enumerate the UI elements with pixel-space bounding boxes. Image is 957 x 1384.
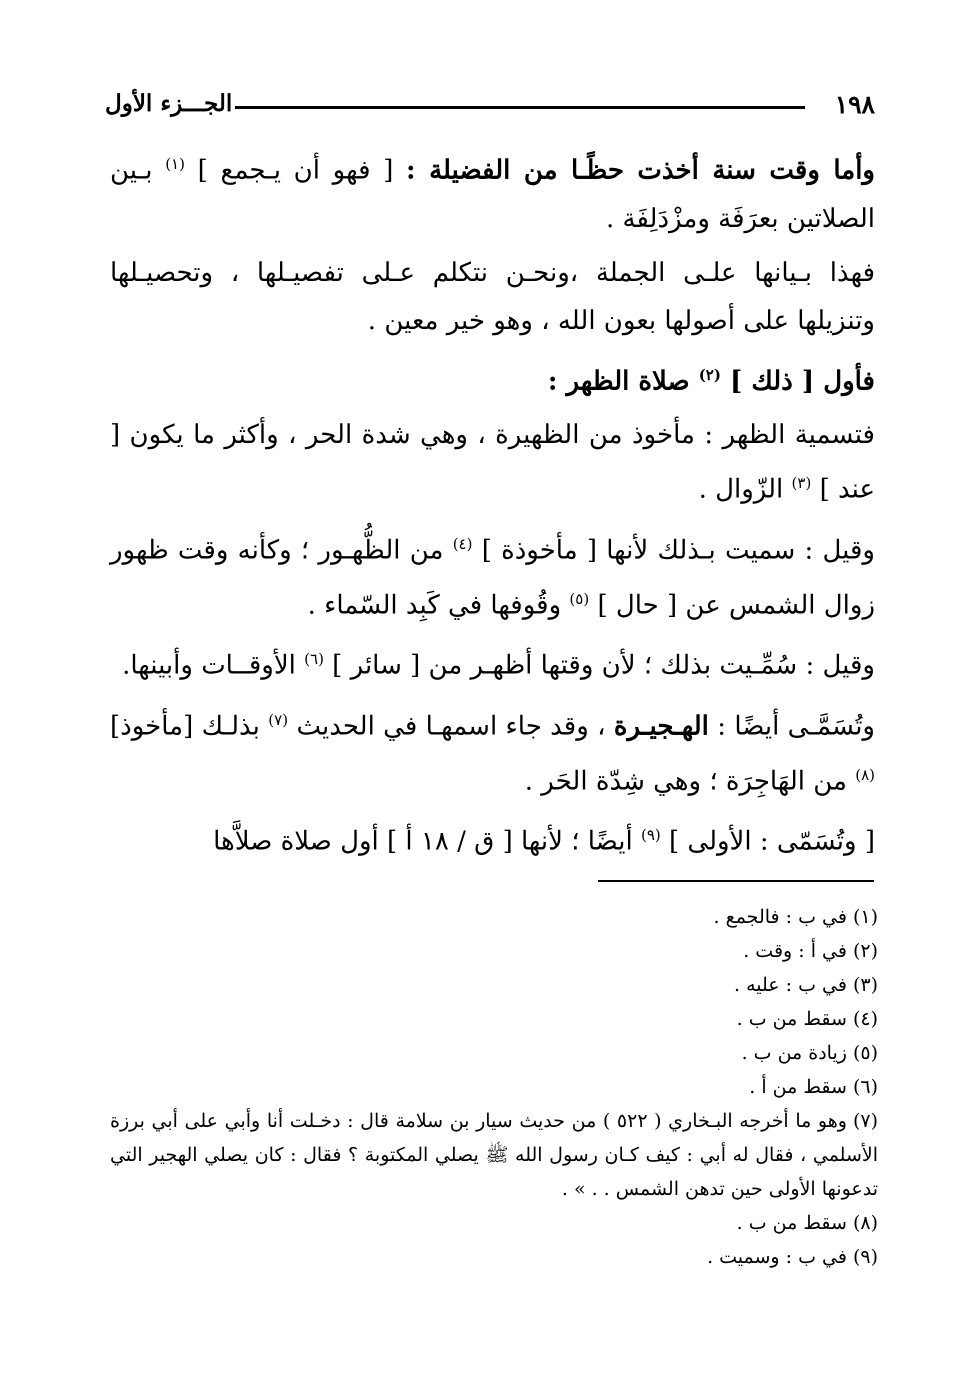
header-rule xyxy=(235,106,805,109)
paragraph-5-text-a: وقيل : سميت بـذلك لأنها [ مأخوذة ] xyxy=(472,535,875,566)
page-header xyxy=(105,86,875,126)
footnote-ref-9: (٩) xyxy=(640,826,661,845)
paragraph-1-lead: وأما وقت سنة أخذت حظًـا من الفضيلة : xyxy=(406,155,875,186)
heading-text-b: صلاة الظهر : xyxy=(547,366,699,397)
paragraph-1-text-b: بـين الصلاتين بعرَفَة ومزْدَلِفَة . xyxy=(110,155,875,234)
paragraph-4 xyxy=(110,411,875,514)
footnote-separator xyxy=(598,880,874,882)
footnotes xyxy=(110,900,878,1274)
footnote-number: (٦) xyxy=(852,1076,878,1098)
paragraph-5-text-b: من الظُّهـور ؛ وكأنه وقت ظهور زوال الشمس عن [ حال ] xyxy=(110,535,875,621)
paragraph-4-text-b: الزّوال . xyxy=(698,474,792,505)
footnote-ref-5: (٥) xyxy=(569,589,590,608)
paragraph-7-text-a: وتُسَمَّـى أيضًا : xyxy=(708,711,875,742)
section-heading-dhuhr xyxy=(110,351,875,406)
footnote-number: (٥) xyxy=(852,1042,878,1064)
footnote-ref-2: (٢) xyxy=(698,365,721,384)
paragraph-7-text-c: بذلـك [مأخوذ] xyxy=(110,711,269,742)
footnote-number: (٨) xyxy=(852,1212,878,1234)
footnote-number: (٩) xyxy=(852,1246,878,1268)
footnote-text: في أ : وقت . xyxy=(743,940,847,962)
paragraph-8-text-a: [ وتُسَمّى : الأولى ] xyxy=(660,826,875,857)
footnote xyxy=(110,900,878,934)
paragraph-4-text-a: فتسمية الظهر : مأخوذ من الظهيرة ، وهي شدة الحر ، وأكثر ما يكون [ عند ] xyxy=(110,420,875,505)
heading-text-a: فأول [ ذلك ] xyxy=(720,366,875,397)
main-text xyxy=(110,140,875,872)
paragraph-5-text-c: وقُوفها في كَبِد السّماء . xyxy=(307,590,570,621)
footnote xyxy=(110,1002,878,1036)
footnote xyxy=(110,1104,878,1206)
running-head: الجـــزء الأول xyxy=(105,90,233,117)
paragraph-6-text-a: وقيل : سُمِّـيت بذلك ؛ لأن وقتها أظهـر من [ سائر ] xyxy=(323,650,875,681)
footnote-text: في ب : وسميت . xyxy=(707,1246,847,1268)
footnote-text: سقط من أ . xyxy=(749,1076,847,1098)
paragraph-1 xyxy=(110,140,875,243)
paragraph-2: فهذا بـيانها علـى الجملة ،ونحـن نتكلم عـلى تفصيـلها ، وتحصيـلها وتنزيلها على أصولها بعون الله ، وهو خير معين . xyxy=(110,257,875,336)
footnote-ref-8: (٨) xyxy=(855,765,875,784)
footnote-number: (١) xyxy=(852,906,878,928)
footnote-text: وهو ما أخرجه البـخاري ( ٥٢٢ ) من حديث سيار بن سلامة قال : دخـلت أنا وأبي على أبي برزة الأسلمي ، فقال له أبي : كيف كـان رسول الله ﷺ يصلي المكتوبة ؟ فقال : كان يصلي الهجير التي تدعونها الأولى حين تدهن الشمس . . » . xyxy=(110,1110,878,1200)
footnote-text: في ب : فالجمع . xyxy=(713,906,847,928)
paragraph-8 xyxy=(110,811,875,866)
footnote-number: (٢) xyxy=(852,940,878,962)
footnote xyxy=(110,1206,878,1240)
footnote-ref-7: (٧) xyxy=(268,710,289,729)
footnote xyxy=(110,1240,878,1274)
footnote-ref-6: (٦) xyxy=(304,650,324,669)
footnote xyxy=(110,1070,878,1104)
footnote-text: في ب : عليه . xyxy=(733,974,847,996)
footnote-text: سقط من ب . xyxy=(736,1212,847,1234)
paragraph-7-text-b: ، وقد جاء اسمهـا في الحديث xyxy=(288,711,614,742)
footnote-ref-4: (٤) xyxy=(452,534,473,553)
footnote-number: (٣) xyxy=(852,974,878,996)
footnote xyxy=(110,1036,878,1070)
paragraph-7-bold-term: الهـجيـرة xyxy=(613,711,709,742)
paragraph-7 xyxy=(110,696,875,805)
paragraph-5 xyxy=(110,520,875,629)
page-number: ١٩٨ xyxy=(834,90,875,119)
paragraph-1-text-a: [ فهو أن يـجمع ] xyxy=(184,155,407,186)
paragraph-6-text-b: الأوقــات وأبينها. xyxy=(122,650,305,681)
footnote-text: سقط من ب . xyxy=(736,1008,847,1030)
footnote-number: (٧) xyxy=(852,1110,878,1132)
footnote xyxy=(110,968,878,1002)
footnote-ref-1: (١) xyxy=(165,155,185,173)
footnote-number: (٤) xyxy=(852,1008,878,1030)
footnote-text: زيادة من ب . xyxy=(741,1042,847,1064)
paragraph-8-text-b: أيضًا ؛ لأنها [ ق / ١٨ أ ] أول صلاة صلاَّها xyxy=(213,826,641,857)
footnote xyxy=(110,934,878,968)
paragraph-7-text-d: من الهَاجِرَة ؛ وهي شِدّة الحَر . xyxy=(524,766,856,797)
paragraph-6 xyxy=(110,635,875,690)
footnote-ref-3: (٣) xyxy=(791,474,812,493)
